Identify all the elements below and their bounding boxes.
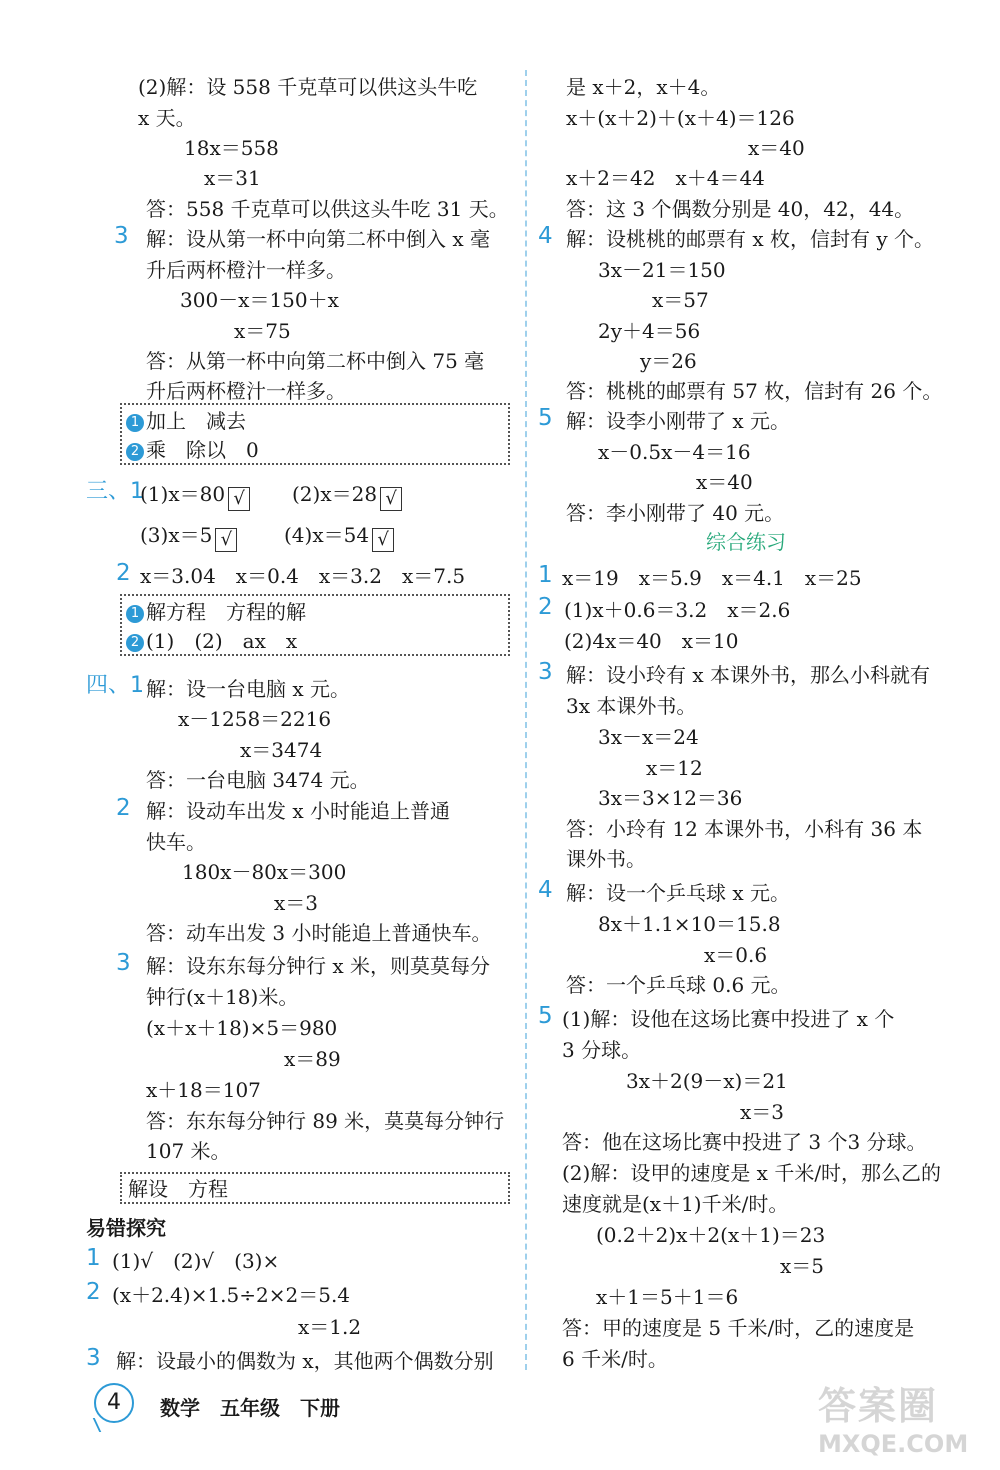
answer-line: (2)4x＝40 x＝10 — [564, 629, 739, 653]
text-line: 速度就是(x＋1)千米/时。 — [562, 1192, 789, 1216]
text-line: 解：设最小的偶数为 x，其他两个偶数分别 — [116, 1349, 494, 1373]
question-number: 4 — [538, 877, 553, 903]
section-label: 四、1 — [86, 673, 144, 698]
section-label: 三、1 — [86, 479, 144, 504]
answer-line: 答：一个乒乓球 0.6 元。 — [566, 973, 791, 997]
text-line: 解：设从第一杯中向第二杯中倒入 x 毫 — [146, 227, 490, 251]
text-line: 解：设小玲有 x 本课外书，那么小科就有 — [566, 663, 930, 687]
text-line: (1)解：设他在这场比赛中投进了 x 个 — [562, 1007, 895, 1031]
equation: x＋18＝107 — [146, 1078, 261, 1102]
watermark-url: MXQE.COM — [818, 1430, 969, 1458]
equation: 2y＋4＝56 — [598, 319, 701, 343]
box-text: 加上 减去 — [146, 409, 246, 433]
equation: (x＋x＋18)×5＝980 — [146, 1016, 338, 1040]
equation: x＝3474 — [240, 738, 323, 762]
text-line: 解：设一台电脑 x 元。 — [146, 677, 350, 701]
watermark-logo — [818, 1375, 978, 1465]
question-number: 3 — [116, 950, 131, 976]
page-number: 4 — [94, 1383, 134, 1423]
circle-number: 2 — [126, 634, 144, 652]
equation: x＝0.6 — [704, 943, 768, 967]
answer-item: (1)x＝80 √ — [140, 480, 250, 511]
equation: x－1258＝2216 — [178, 707, 332, 731]
equation: 18x＝558 — [184, 136, 279, 160]
equation: 300－x＝150＋x — [180, 288, 339, 312]
question-number: 3 — [114, 223, 129, 249]
answer-line: 答：小玲有 12 本课外书，小科有 36 本 — [566, 817, 923, 841]
answer-line: 答：甲的速度是 5 千米/时，乙的速度是 — [562, 1316, 915, 1340]
equation: x＝31 — [204, 166, 261, 190]
answer-item: (3)x＝5 √ — [140, 521, 237, 552]
answer-line: x＝19 x＝5.9 x＝4.1 x＝25 — [562, 566, 862, 590]
equation: x＝12 — [646, 756, 703, 780]
equation: 3x＝3×12＝36 — [598, 786, 743, 810]
check-box: √ — [228, 487, 250, 511]
answer-line: 答：一台电脑 3474 元。 — [146, 768, 370, 792]
circle-number: 2 — [126, 443, 144, 461]
text-line: 解：设东东每分钟行 x 米，则莫莫每分 — [146, 954, 490, 978]
equation: x＝3 — [274, 891, 319, 915]
question-number: 3 — [538, 659, 553, 685]
question-number: 5 — [538, 1003, 553, 1029]
text-line: 解：设李小刚带了 x 元。 — [566, 409, 790, 433]
answer-line: 答：他在这场比赛中投进了 3 个3 分球。 — [562, 1130, 927, 1154]
summary-box — [120, 403, 510, 465]
section-heading: 综合练习 — [706, 530, 786, 554]
summary-box — [120, 1172, 510, 1204]
text-line: 是 x＋2，x＋4。 — [566, 75, 721, 99]
equation: x＝1.2 — [298, 1315, 362, 1339]
answer-line: 答：桃桃的邮票有 57 枚，信封有 26 个。 — [566, 379, 943, 403]
answer-line: (1)√ (2)√ (3)× — [112, 1249, 280, 1273]
answer-line: 升后两杯橙汁一样多。 — [146, 379, 346, 403]
question-number: 3 — [86, 1345, 101, 1371]
equation: x＝57 — [652, 288, 709, 312]
question-number: 2 — [116, 795, 131, 821]
equation: (0.2＋2)x＋2(x＋1)＝23 — [596, 1223, 826, 1247]
equation: x＝40 — [748, 136, 805, 160]
equation: 3x－21＝150 — [598, 258, 726, 282]
box-text: (1) (2) ax x — [146, 629, 298, 653]
answer-line: 107 米。 — [146, 1139, 231, 1163]
text-line: 钟行(x＋18)米。 — [146, 985, 299, 1009]
answer-line: 答：从第一杯中向第二杯中倒入 75 毫 — [146, 349, 485, 373]
text-line: 快车。 — [146, 830, 206, 854]
box-text: 乘 除以 0 — [146, 438, 259, 462]
question-number: 2 — [538, 594, 553, 620]
text-line: 解：设一个乒乓球 x 元。 — [566, 881, 790, 905]
text-line: (2)解：设 558 千克草可以供这头牛吃 — [138, 75, 478, 99]
equation: 3x－x＝24 — [598, 725, 699, 749]
column-divider — [525, 70, 527, 1370]
answer-line: 答：558 千克草可以供这头牛吃 31 天。 — [146, 197, 509, 221]
question-number: 5 — [538, 405, 553, 431]
equation: (x＋2.4)×1.5÷2×2＝5.4 — [112, 1283, 351, 1307]
question-number: 2 — [86, 1279, 101, 1305]
question-number: 1 — [86, 1245, 101, 1271]
check-box: √ — [372, 528, 394, 552]
equation: x－0.5x－4＝16 — [598, 440, 751, 464]
question-number: 1 — [538, 562, 553, 588]
text-line: 升后两杯橙汁一样多。 — [146, 258, 346, 282]
text-line: (2)解：设甲的速度是 x 千米/时，那么乙的 — [562, 1161, 942, 1185]
equation: x＋2＝42 x＋4＝44 — [566, 166, 765, 190]
equation: 180x－80x＝300 — [182, 860, 347, 884]
circle-number: 1 — [126, 605, 144, 623]
equation: x＝5 — [780, 1254, 825, 1278]
box-text: 解设 方程 — [128, 1177, 228, 1201]
text-line: 3 分球。 — [562, 1038, 642, 1062]
book-title: 数学 五年级 下册 — [160, 1396, 340, 1420]
text-line: 解：设动车出发 x 小时能追上普通 — [146, 799, 450, 823]
equation: x＋(x＋2)＋(x＋4)＝126 — [566, 106, 795, 130]
text-line: 3x 本课外书。 — [566, 694, 697, 718]
answer-line: 答：这 3 个偶数分别是 40，42，44。 — [566, 197, 915, 221]
answer-line: 答：东东每分钟行 89 米，莫莫每分钟行 — [146, 1109, 505, 1133]
equation: x＝75 — [234, 319, 291, 343]
answer-item: (2)x＝28 √ — [292, 480, 402, 511]
answer-item: (4)x＝54 √ — [284, 521, 394, 552]
question-number: 4 — [538, 223, 553, 249]
equation: x＋1＝5＋1＝6 — [596, 1285, 739, 1309]
answer-line: 答：动车出发 3 小时能追上普通快车。 — [146, 921, 492, 945]
section-heading: 易错探究 — [86, 1216, 166, 1240]
equation: 8x＋1.1×10＝15.8 — [598, 912, 781, 936]
answer-line: (1)x＋0.6＝3.2 x＝2.6 — [564, 598, 791, 622]
answer-line: x＝3.04 x＝0.4 x＝3.2 x＝7.5 — [140, 564, 466, 588]
watermark-text: 答案圈 — [818, 1384, 939, 1428]
question-number: 2 — [116, 560, 131, 586]
box-text: 解方程 方程的解 — [146, 600, 306, 624]
equation: 3x＋2(9－x)＝21 — [626, 1069, 788, 1093]
text-line: x 天。 — [138, 106, 196, 130]
circle-number: 1 — [126, 414, 144, 432]
answer-line: 课外书。 — [566, 847, 646, 871]
answer-line: 答：李小刚带了 40 元。 — [566, 501, 785, 525]
equation: x＝89 — [284, 1047, 341, 1071]
check-box: √ — [215, 528, 237, 552]
check-box: √ — [380, 487, 402, 511]
text-line: 解：设桃桃的邮票有 x 枚，信封有 y 个。 — [566, 227, 935, 251]
answer-line: 6 千米/时。 — [562, 1347, 668, 1371]
equation: x＝40 — [696, 470, 753, 494]
equation: y＝26 — [640, 349, 697, 373]
summary-box — [120, 594, 510, 656]
equation: x＝3 — [740, 1100, 785, 1124]
